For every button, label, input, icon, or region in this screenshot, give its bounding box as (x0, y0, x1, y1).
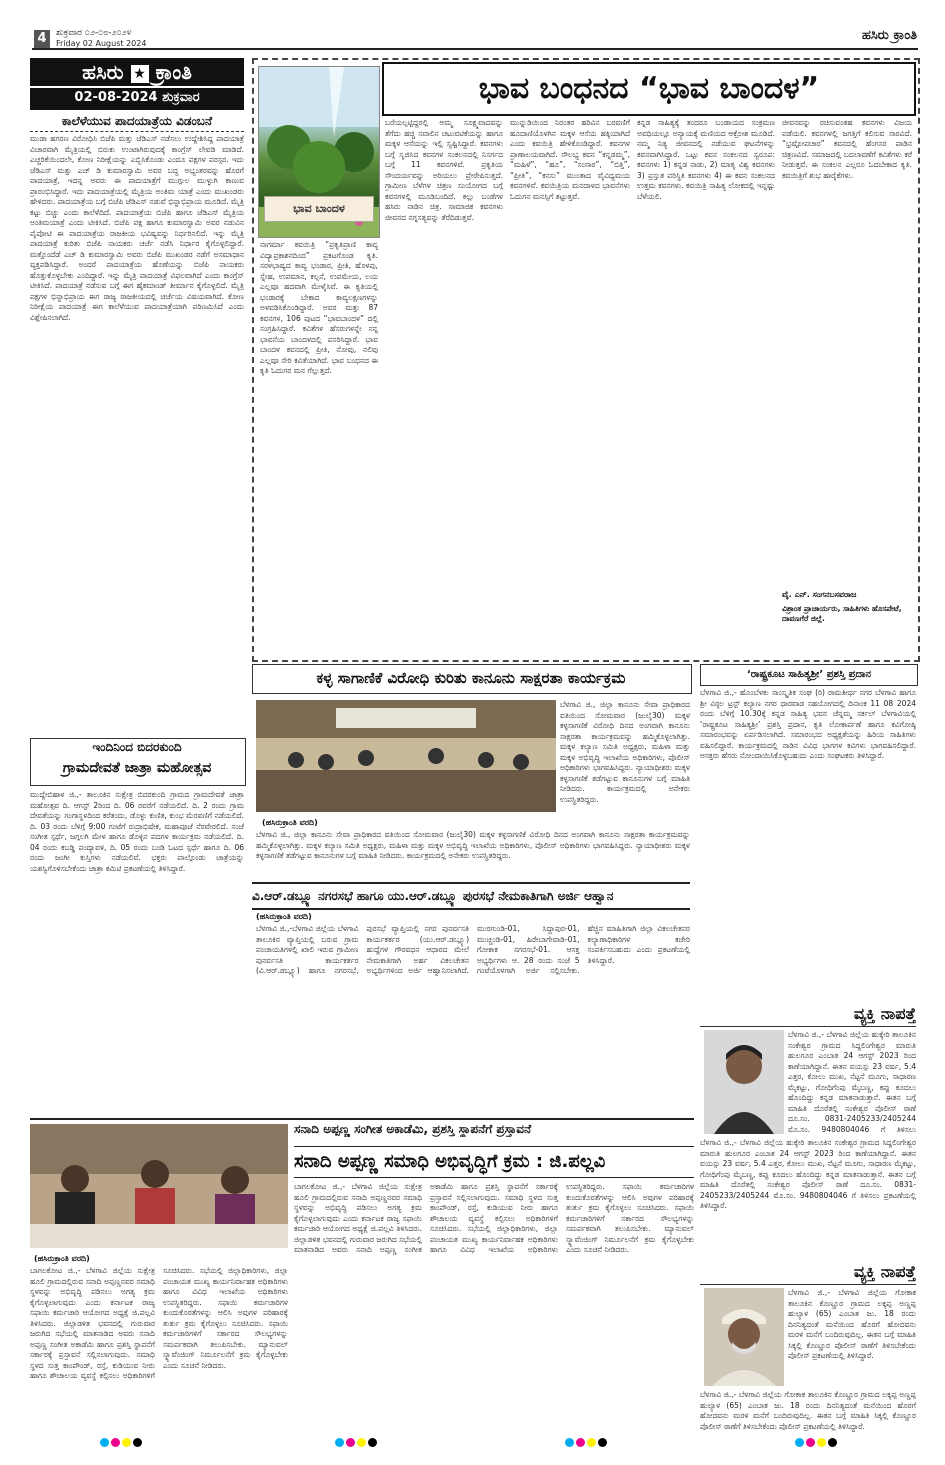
magenta-dot-icon (111, 1438, 120, 1447)
story-vrw-body: ಬೆಳಗಾವಿ ಜಿ.,-ಬೆಳಗಾವಿ ಜಿಲ್ಲೆಯ ಬೆಳಗಾವಿ ತಾಲೂಕಿನ ವ್ಯಾಪ್ತಿಯಲ್ಲಿ ಬರುವ ಗ್ರಾಮ ಪಂಚಾಯತಿಗಳಲ್ಲಿ ಖಾಲಿ ಇರುವ ಗ್ರಾಮೀಣ ಪುನರ್ವಸತಿ ಕಾರ್ಯಕರ್ತರ (ವಿ.ಆರ್.ಡಬ್ಲ್ಯೂ) ಹಾಗೂ ನಗರಸಭೆ, ಪುರಸಭೆ ವ್ಯಾಪ್ತಿಯಲ್ಲಿ ನಗರ ಪುನರ್ವಸತಿ ಕಾರ್ಯಕರ್ತರ (ಯು.ಆರ್.ಡಬ್ಲ್ಯೂ) ಹುದ್ದೆಗಳ ಗೌರವಧನ ಆಧಾರದ ಮೇಲೆ ನೇಮಕಾತಿಗಾಗಿ ಅರ್ಹ ವಿಕಲಚೇತನ ಅಭ್ಯರ್ಥಿಗಳಿಂದ ಅರ್ಜಿ ಆಹ್ವಾನಿಸಲಾಗಿದೆ. ಮುರಗುಂಡಿ-01, ಸಿದ್ದಾಪುರ-01, ಮುಚ್ಚಂಡಿ-01, ಹಿರೇಬಾಗೇವಾಡಿ-01, ಗೋಕಾಕ ನಗರಸಭೆ-01. ಆಸಕ್ತ ಅಭ್ಯರ್ಥಿಗಳು ಆ. 28 ರಂದು ಸಂಜೆ 5 ಗಂಟೆಯೊಳಗಾಗಿ ಅರ್ಜಿ ಸಲ್ಲಿಸಬೇಕು. ಹೆಚ್ಚಿನ ಮಾಹಿತಿಗಾಗಿ ಜಿಲ್ಲಾ ವಿಕಲಚೇತನರ ಕಲ್ಯಾಣಾಧಿಕಾರಿಗಳ ಕಚೇರಿ ಸಂಪರ್ಕಿಸಬಹುದು ಎಂದು ಪ್ರಕಟಣೆಯಲ್ಲಿ ತಿಳಿಸಿದ್ದಾರೆ. (256, 924, 690, 975)
feature-col-3: ಮುನ್ನುಡಿಯಿಂದ ನಿರಂತರ ಹರಿವಿನ ಬರವಣಿಗೆ ಹೂದಾಣಿಯೊಳಗಿನ ಮಕ್ಕಳ ಆಸೆಯ ಹಕ್ಕಿಯಾಗಿದೆ ಎಂದು ಕವಯಿತ್ರಿ ಹೇಳಿಕೊಂಡಿದ್ದಾರೆ. ಕವನಗಳ ಪ್ರಾಣಾಲಯವಾಗಿದೆ. ಸೌಲಭ್ಯ ಕವನ “ಕನ್ನಡಮ್ಮ”, “ಮಹಿಳೆ”, “ಹೂ”, “ಸಂಸಾರ”, “ಬಿತ್ತಿ”, “ಪ್ರೀತಿ”, “ಕನಸು” ಮುಂತಾದ ವೈವಿಧ್ಯಮಯ ಕವನಗಳಿವೆ. ಕವಯಿತ್ರಿಯ ಮನದಾಳದ ಭಾವನೆಗಳು ಓದುಗನ ಮನಸ್ಸಿಗೆ ತಟ್ಟುತ್ತವೆ. (510, 118, 630, 201)
missing2-headline: ವ್ಯಕ್ತಿ ನಾಪತ್ತೆ (700, 1262, 916, 1285)
event-photo (256, 700, 556, 812)
award-headline: ‘ರಾಷ್ಟ್ರಕೂಟ ಸಾಹಿತ್ಯಶ್ರೀ’ ಪ್ರಶಸ್ತಿ ಪ್ರದಾನ (700, 664, 918, 686)
story-illicit-body: ಬೆಳಗಾವಿ ಜಿ., ಜಿಲ್ಲಾ ಕಾನೂನು ಸೇವಾ ಪ್ರಾಧಿಕಾರದ ವತಿಯಿಂದ ಸೋಮವಾರ (ಜುಲೈ30) ಮಕ್ಕಳ ಕಳ್ಳಸಾಗಣಿಕೆ ವಿರೋಧಿ ದಿನದ ಅಂಗವಾಗಿ ಕಾನೂನು ಸಾಕ್ಷರತಾ ಕಾರ್ಯಕ್ರಮವನ್ನು ಹಮ್ಮಿಕೊಳ್ಳಲಾಗಿತ್ತು. ಮಕ್ಕಳ ಕಲ್ಯಾಣ ಸಮಿತಿ ಅಧ್ಯಕ್ಷರು, ಮಹಿಳಾ ಮತ್ತು ಮಕ್ಕಳ ಅಭಿವೃದ್ಧಿ ಇಲಾಖೆಯ ಅಧಿಕಾರಿಗಳು, ಪೊಲೀಸ್ ಅಧಿಕಾರಿಗಳು ಭಾಗವಹಿಸಿದ್ದರು. ನ್ಯಾಯಾಧೀಶರು ಮಕ್ಕಳ ಕಳ್ಳಸಾಗಣಿಕೆ ತಡೆಗಟ್ಟುವ ಕಾನೂನುಗಳ ಬಗ್ಗೆ ಮಾಹಿತಿ ನೀಡಿದರು. ಕಾರ್ಯಕ್ರಮದಲ್ಲಿ ಅನೇಕರು ಉಪಸ್ಥಿತರಿದ್ದರು. (256, 830, 690, 860)
registration-marks-2 (335, 1432, 379, 1451)
missing2-photo (704, 1288, 784, 1386)
story-fair-body: ಮುದ್ದೇಬಿಹಾಳ ಜಿ.,- ತಾಲೂಕಿನ ಸುಕ್ಷೇತ್ರ ಬಿದರಕುಂದಿ ಗ್ರಾಮದ ಗ್ರಾಮದೇವತೆ ಜಾತ್ರಾ ಮಹೋತ್ಸವ ದಿ. ಆಗಸ್ಟ್ 2ರಿಂದ ದಿ. 06 ರವರೆಗೆ ನಡೆಯಲಿದೆ. ದಿ. 2 ರಂದು ಗ್ರಾಮ ದೇವತೆಯನ್ನು ಗಂಗಾಸ್ಥಳದಿಂದ ಕರೆತಂದು, ಡೊಳ್ಳು ಕುಣಿತ, ಕುಂಭ ಮೆರವಣಿಗೆ ನಡೆಯಲಿದೆ. ದಿ. 03 ರಂದು ಬೆಳಿಗ್ಗೆ 9:00 ಗಂಟೆಗೆ ರುದ್ರಾಭಿಷೇಕ, ಮಹಾಪೂಜೆ ನೆರವೇರಲಿದೆ. ಸಂಜೆ ಸಂಗೀತ ಸ್ಪರ್ಧೆ, ಜಗ್ಗಲಗಿ ಮೇಳ ಹಾಗೂ ಡೊಳ್ಳಿನ ಪದಗಳ ಕಾರ್ಯಕ್ರಮ ನಡೆಯಲಿದೆ. ದಿ. 04 ರಂದು ಕಬಡ್ಡಿ ಪಂದ್ಯಾವಳಿ, ದಿ. 05 ರಂದು ಬಂಡಿ ಓಟದ ಸ್ಪರ್ಧೆ ಹಾಗೂ ದಿ. 06 ರಂದು ಜಂಗೀ ಕುಸ್ತಿಗಳು ನಡೆಯಲಿವೆ. ಭಕ್ತರು ಪಾಲ್ಗೊಂಡು ಜಾತ್ರೆಯನ್ನು ಯಶಸ್ವಿಗೊಳಿಸಬೇಕೆಂದು ಜಾತ್ರಾ ಕಮಿಟಿ ಪ್ರಕಟಣೆಯಲ್ಲಿ ತಿಳಿಸಿದ್ದಾರೆ. (30, 790, 244, 873)
black-dot-icon (133, 1438, 142, 1447)
header-date-english: Friday 02 August 2024 (56, 39, 147, 48)
editorial-body: ಮುಡಾ ಹಗರಣ ವಿರೋಧಿಸಿ ಬಿಜೆಪಿ ಮತ್ತು ಜೆಡಿಎಸ್ ನಡೆಸಲು ಉದ್ದೇಶಿಸಿದ್ದ ಪಾದಯಾತ್ರೆ ವಿಚಾರವಾಗಿ ಮೈತ್ರಿಯಲ್ಲಿ ಬಿರುಕು ಉಂಟಾಗಿರುವುದಕ್ಕೆ ಕಾಂಗ್ರೆಸ್ ಲೇವಡಿ ಮಾಡಿದೆ. ಎಚ್ಚರಿಕೆಯಿಂದಲೇ, ಕೋಣ ನಿರೀಕ್ಷೆಯನ್ನು ಎಬ್ಬಿಸಿಕೊಂಡು ಎಂದೂ ಪಕ್ಷಗಳ ಪರಸ್ಪರ. ಇದು ಜೆಡಿಎಸ್ ಮತ್ತು ಎಚ್ ಡಿ ಕುಮಾರಸ್ವಾಮಿ ಅವರ ಬದ್ಧ ಅಭ್ಯಂತರವನ್ನು ಹೊರಗೆ ಪಾದಯಾತ್ರೆ, ಇದನ್ನ ಅವರು ಈ ಪಾದಯಾತ್ರೆಗೆ ಮುಗ್ಗುಲ ಮುಳ್ಳುಗಿ ಕಾಣುವ ಪ್ರಾರಂಭಿಸಿದ್ದಾರೆ. ಇದು ಪಾದಯಾತ್ರೆಯಲ್ಲಿ ಮೈತ್ರಿಯ ಅಂತಿಮ ಯಾತ್ರೆ ಎಂದು ಮುಖಂಡರು ಹೇಳಿದರು. ಪಾದಯಾತ್ರೆಯ ಬಗ್ಗೆ ಬಿಜೆಪಿ ಜೆಡಿಎಸ್ ನಡುವೆ ಭಿನ್ನಾಭಿಪ್ರಾಯ ಮೂಡಿದೆ. ಮೈತ್ರಿ ಕಟ್ಟು ಬಿಚ್ಚು ಎಂದು ಕಾಲೆಳೆದಿದೆ. ಪಾದಯಾತ್ರೆಯ ಬಿಜೆಪಿ ಹಾಗೂ ಜೆಡಿಎಸ್ ಮೈತ್ರಿಯ ಅಂತಿಮಯಾತ್ರೆ ಎಂದು ಟೀಕಿಸಿದೆ. ಬಿಜೆಪಿ ಪಕ್ಷ ಹಾಗೂ ಕುಮಾರಸ್ವಾಮಿ ಅವರ ನಡುವಿನ ಪೈಪೋಟಿ ಈ ಪಾದಯಾತ್ರೆಯ ರಾಜಕೀಯ ಭವಿಷ್ಯವನ್ನು ನಿರ್ಧರಿಸಲಿದೆ. ಇನ್ನು ಮೈತ್ರಿ ಪಾದಯಾತ್ರೆ ಕುರಿತು ಬಿಜೆಪಿ ನಾಯಕರು ಚರ್ಚೆ ನಡೆಸಿ ನಿರ್ಧಾರ ಕೈಗೊಳ್ಳಲಿದ್ದಾರೆ. ಮತ್ತೊಂದೆಡೆ ಎಚ್ ಡಿ ಕುಮಾರಸ್ವಾಮಿ ಅವರು ಬಿಜೆಪಿ ಮುಖಂಡರ ನಡೆಗೆ ಅಸಮಾಧಾನ ವ್ಯಕ್ತಪಡಿಸಿದ್ದಾರೆ. ಅಂದರೆ ಪಾದಯಾತ್ರೆಯ ಹೊಣೆಯನ್ನು ಬಿಜೆಪಿ ನಾಯಕರು ಹೊತ್ತುಕೊಳ್ಳಬೇಕು ಎಂದಿದ್ದಾರೆ. ಇನ್ನು ಮೈತ್ರಿ ಪಾದಯಾತ್ರೆ ವಿಫಲವಾಗಿದೆ ಎಂದು ಕಾಂಗ್ರೆಸ್ ಟೀಕಿಸಿದೆ. ಪಾದಯಾತ್ರೆ ನಡೆಸುವ ಬಗ್ಗೆ ಈಗ ಹೈಕಮಾಂಡ್ ತೀರ್ಮಾನ ಕೈಗೊಳ್ಳಲಿದೆ. ಮೈತ್ರಿ ಪಕ್ಷಗಳ ಭಿನ್ನಾಭಿಪ್ರಾಯ ಈಗ ರಾಜ್ಯ ರಾಜಕೀಯದಲ್ಲಿ ಚರ್ಚೆಯ ವಿಷಯವಾಗಿದೆ. ಕೋಣ ನಿರೀಕ್ಷೆಯ ಪಾದಯಾತ್ರೆ ಈಗ ಕಾಲೆಳೆಯುವ ಪಾದಯಾತ್ರೆಯಾಗಿ ಪರಿಣಮಿಸಿದೆ ಎಂದು ವಿಶ್ಲೇಷಿಸಲಾಗಿದೆ. (30, 134, 244, 322)
elderly-person-photo (704, 1288, 784, 1386)
story-vrw-headline: ವಿ.ಆರ್.ಡಬ್ಲ್ಯೂ ನಗರಸಭೆ ಹಾಗೂ ಯು.ಆರ್.ಡಬ್ಲ್ಯೂ ಪುರಸಭೆ ನೇಮಕಾತಿಗಾಗಿ ಅರ್ಜಿ ಆಹ್ವಾನ (252, 882, 690, 910)
feature-col-5: ಜೀವನವನ್ನು ರಚಿಸುವಂತಹ ಕವನಗಳು ವಿಜಯ ಪಡೆಯಲಿ. ಕವನಗಳಲ್ಲಿ ಜಗತ್ತಿಗೆ ಕಲಿಸುವ ಸಾರವಿದೆ. “ಭ್ರಷ್ಟೋಪಚಾರ” ಕವನದಲ್ಲಿ ಹೆಂಗಸರ ಪಾಡಿನ ಚಿತ್ರಣವಿದೆ. ಸಮಾಜದಲ್ಲಿ ಬದಲಾವಣೆಗೆ ಕವಿತೆಗಳು ಕರೆ ನೀಡುತ್ತವೆ. ಈ ಸಂಕಲನ ಎಲ್ಲರೂ ಓದಬೇಕಾದ ಕೃತಿ. ಕವಯಿತ್ರಿಗೆ ಶುಭ ಹಾರೈಕೆಗಳು. (782, 118, 912, 180)
story-sanadi-byline: (ಹಸಿರುಕ್ರಾಂತಿ ವರದಿ) (34, 1254, 90, 1263)
cyan-dot-icon (100, 1438, 109, 1447)
story-vrw-byline: (ಹಸಿರುಕ್ರಾಂತಿ ವರದಿ) (256, 912, 312, 921)
feature-author-title: ವಿಶ್ರಾಂತ ಪ್ರಾಚಾರ್ಯರು, ಸಾಹಿತಿಗಳು ಹೊಸಪೇಟೆ, ದಾವಣಗೆರೆ ಜಿಲ್ಲೆ. (782, 604, 902, 623)
feature-col-1: ನಾಗರ್ಮಾ ಕವಯಿತ್ರಿ “ಪ್ರಕೃತಿಪ್ರಾಣಿ ಕಾವ್ಯ ವಿದ್ಯಾಪ್ರಕಾಶನದಿಂದ” ಪ್ರಕಟಗೊಂಡ ಕೃತಿ. ಸರಳಭಾಷ್ಯದ ಕಾವ್ಯ ಭಂಡಾರ, ಪ್ರೀತಿ, ಹೊಳಪು, ಸ್ನೇಹ, ಉಪಮಾನ, ಕಲ್ಪನೆ, ಉಪಮೇಯ, ಲಯ ಎಲ್ಲವೂ ಹದವಾಗಿ ಮೇಳೈಸಿವೆ. ಈ ಕೃತಿಯಲ್ಲಿ ಭಂಡಾರಕ್ಕೆ ಬೇಕಾದ ಕಾವ್ಯಲಕ್ಷಣಗಳನ್ನು ಅಳವಡಿಸಿಕೊಂಡಿದ್ದಾರೆ. ಅವರ ಮತ್ತು 87 ಕವನಗಳ, 106 ಪುಟದ “ಭಾವಬಾಂದಳ” ದಲ್ಲಿ ಸಂಗ್ರಹಿಸಿದ್ದಾರೆ. ಕವಿತೆಗಳ ಹೆಸರುಗಳನ್ನೇ ನನ್ನ ಭಾವನೆಯ ಬಾಂದಳದಲ್ಲಿ ಪಸರಿಸಿದ್ದಾರೆ. ಭಾವ ಬಾಂದಳ ಕವನದಲ್ಲಿ ಪ್ರೀತಿ, ನೋವು, ನಲಿವು ಎಲ್ಲವೂ ಸೇರಿ ಕವಿತೆಯಾಗಿದೆ. ಭಾವ ಬಂಧನದ ಈ ಕೃತಿ ಓದುಗರ ಮನ ಗೆಲ್ಲುತ್ತದೆ. (260, 240, 378, 375)
editorial-title: ಕಾಲೆಳೆಯುವ ಪಾದಯಾತ್ರೆಯ ವಿಡಂಬನೆ (30, 114, 244, 132)
story-illicit-photo (256, 700, 556, 812)
feature-col-2: ಬರೆಯಲ್ಪಟ್ಟಿದ್ದರಲ್ಲಿ ಅಮ್ಮ ಸೂಕ್ಷ್ಮವಾದವನ್ನು ತೆಗೆದು ಹಚ್ಚಿ ಸವಾಲಿನ ಚಟುವಟಿಕೆಯನ್ನು ಹಾಗೂ ಮಕ್ಕಳ ಆಸೆಯನ್ನು ಇಲ್ಲಿ ಸೃಷ್ಟಿಸಿದ್ದಾರೆ. ಕವನಗಳು ಬಗ್ಗೆ ಸೃಜಿಸಿದ ಕವನಗಳ ಸಂಕಲನದಲ್ಲಿ ನಿಸರ್ಗದ ಬಗ್ಗೆ 11 ಕವನಗಳಿವೆ. ಪ್ರಕೃತಿಯ ಸೌಂದರ್ಯವನ್ನು ಅರಿಯಲು ಪ್ರೇರೇಪಿಸುತ್ತದೆ. ಗ್ರಾಮೀಣ ಬೆಳೆಗಳ ಚಿತ್ರಣ ಸಂಯೋಗದ ಬಗ್ಗೆ ಕವನಗಳಲ್ಲಿ ಮೂಡಿಬಂದಿದೆ. ಕಲ್ಲು ಬಂಡೆಗಳ ಹಸಿರು ನಾಡಿನ ಚಿತ್ರ. ಸಾಮಾಜಿಕ ಕವನಗಳು ಜೀವನದ ನಗ್ನಸತ್ಯವನ್ನು ತೆರೆದಿಡುತ್ತವೆ. (385, 118, 503, 222)
missing1-body-right: ಬೆಳಗಾವಿ ಜಿ.,- ಬೆಳಗಾವಿ ಜಿಲ್ಲೆಯ ಹುಕ್ಕೇರಿ ತಾಲೂಕಿನ ಸಂಕೇಶ್ವರ ಗ್ರಾಮದ ಸಿದ್ದಲಿಂಗೇಶ್ವರ ಮಾರುತಿ ಹುಲಗೂರ ಎಂಬಾತ 24 ಆಗಸ್ಟ್ 2023 ರಿಂದ ಕಾಣೆಯಾಗಿದ್ದಾನೆ. ಈತನ ವಯಸ್ಸು 23 ವರ್ಷ, 5.4 ಎತ್ತರ, ಕೋಲು ಮುಖ, ನೆಟ್ಟನೆ ಮೂಗು, ಸಾಧಾರಣ ಮೈಕಟ್ಟು, ಗೋಧಿಗೆಂಪು ಮೈಬಣ್ಣ, ಕಪ್ಪು ಕೂದಲು ಹೊಂದಿದ್ದು ಕನ್ನಡ ಮಾತನಾಡುತ್ತಾನೆ. ಈತನ ಬಗ್ಗೆ ಮಾಹಿತಿ ದೊರೆತಲ್ಲಿ ಸಂಕೇಶ್ವರ ಪೊಲೀಸ್ ಠಾಣೆ ದೂ.ಸಂ. 0831-2405233/2405244 ಮೊ.ಸಂ. 9480804046 ಗೆ ತಿಳಿಸಲು (788, 1030, 916, 1134)
masthead (30, 58, 244, 110)
yellow-dot-icon (122, 1438, 131, 1447)
meeting-photo (30, 1124, 288, 1248)
story-sanadi-headline: ಸನಾದಿ ಅಪ್ಪಣ್ಣ ಸಮಾಧಿ ಅಭಿವೃದ್ಧಿಗೆ ಕ್ರಮ : ಜಿ.ಪಲ್ಲವಿ (294, 1146, 694, 1178)
logo-icon: ★ (131, 65, 149, 83)
registration-marks-1 (100, 1432, 144, 1451)
registration-marks-4 (795, 1432, 839, 1451)
header-date-kannada: ಶುಕ್ರವಾರ ೦೨-೦೮-೨೦೨೪ (56, 28, 132, 38)
registration-marks-3 (565, 1432, 609, 1451)
section-divider (30, 1118, 694, 1120)
story-sanadi-body: ಬಾಗಲಕೋಟ ಜಿ.,- ಬೆಳಗಾವಿ ಜಿಲ್ಲೆಯ ಸುಕ್ಷೇತ್ರ ಹೂಲಿ ಗ್ರಾಮದಲ್ಲಿರುವ ಸನಾದಿ ಅಪ್ಪಣ್ಣನವರ ಸಮಾಧಿ ಸ್ಥಳವನ್ನು ಅಭಿವೃದ್ಧಿ ಪಡಿಸಲು ಅಗತ್ಯ ಕ್ರಮ ಕೈಗೊಳ್ಳಲಾಗುವುದು ಎಂದು ಕರ್ನಾಟಕ ರಾಜ್ಯ ಸಫಾಯಿ ಕರ್ಮಚಾರಿ ಆಯೋಗದ ಅಧ್ಯಕ್ಷೆ ಜಿ.ಪಲ್ಲವಿ ತಿಳಿಸಿದರು. ಜಿಲ್ಲಾಡಳಿತ ಭವನದಲ್ಲಿ ಗುರುವಾರ ಜರುಗಿದ ಸಭೆಯಲ್ಲಿ ಮಾತನಾಡಿದ ಅವರು ಸನಾದಿ ಅಪ್ಪಣ್ಣ ಸಂಗೀತ ಅಕಾಡೆಮಿ ಹಾಗೂ ಪ್ರಶಸ್ತಿ ಸ್ಥಾಪನೆಗೆ ಸರ್ಕಾರಕ್ಕೆ ಪ್ರಸ್ತಾವನೆ ಸಲ್ಲಿಸಲಾಗುವುದು. ಸಮಾಧಿ ಸ್ಥಳದ ಸುತ್ತ ಕಾಂಪೌಂಡ್, ರಸ್ತೆ, ಕುಡಿಯುವ ನೀರು ಹಾಗೂ ಶೌಚಾಲಯ ವ್ಯವಸ್ಥೆ ಕಲ್ಪಿಸಲು ಅಧಿಕಾರಿಗಳಿಗೆ ಸೂಚಿಸಿದರು. ಸಭೆಯಲ್ಲಿ ಜಿಲ್ಲಾಧಿಕಾರಿಗಳು, ಜಿಲ್ಲಾ ಪಂಚಾಯತ ಮುಖ್ಯ ಕಾರ್ಯನಿರ್ವಾಹಕ ಅಧಿಕಾರಿಗಳು ಹಾಗೂ ವಿವಿಧ ಇಲಾಖೆಯ ಅಧಿಕಾರಿಗಳು ಉಪಸ್ಥಿತರಿದ್ದರು. ಸಫಾಯಿ ಕರ್ಮಚಾರಿಗಳ ಕುಂದುಕೊರತೆಗಳನ್ನು ಆಲಿಸಿ ಅವುಗಳ ಪರಿಹಾರಕ್ಕೆ ತುರ್ತು ಕ್ರಮ ಕೈಗೊಳ್ಳಲು ಸೂಚಿಸಿದರು. ಸಫಾಯಿ ಕರ್ಮಚಾರಿಗಳಿಗೆ ಸರ್ಕಾರದ ಸೌಲಭ್ಯಗಳನ್ನು ಸಮರ್ಪಕವಾಗಿ ತಲುಪಿಸಬೇಕು. ಮ್ಯಾನುವಲ್ ಸ್ಕ್ಯಾವೆಂಜಿಂಗ್ ನಿರ್ಮೂಲನೆಗೆ ಕ್ರಮ ಕೈಗೊಳ್ಳಬೇಕು ಎಂದು ಸೂಚನೆ ನೀಡಿದರು. (30, 1266, 288, 1380)
story-sanadi-kicker: ಸನಾದಿ ಅಪ್ಪಣ್ಣ ಸಂಗೀತ ಅಕಾಡೆಮಿ, ಪ್ರಶಸ್ತಿ ಸ್ಥಾಪನೆಗೆ ಪ್ರಸ್ತಾವನೆ (294, 1122, 532, 1136)
story-illicit-byline: (ಹಸಿರುಕ್ರಾಂತಿ ವರದಿ) (262, 818, 318, 827)
masthead-name-left: ಹಸಿರು (82, 60, 124, 84)
page-header (32, 28, 918, 50)
feature-col-4: ಕನ್ನಡ ಸಾಹಿತ್ಯಕ್ಕೆ ತಂದರೂ ಬಂಡಾಯದ ಸಂಕ್ರಮಣ ಅವಧಿಯಲ್ಲೂ ಅನ್ಯಾಯಕ್ಕೆ ಮಣಿಯದ ಆಕ್ರೋಶ ಮೂಡಿದೆ. ನಮ್ಮ ನಿತ್ಯ ಜೀವನದಲ್ಲಿ ನಡೆಯುವ ಘಟನೆಗಳನ್ನು ಕವನವಾಗಿಸಿದ್ದಾರೆ. ಒಟ್ಟು ಕವನ ಸಂಕಲನದ ಸ್ವರೂಪ: ಕವನಗಳು 1) ಕನ್ನಡ ನಾಡು, 2) ಮಾತೃ ವಿಶ್ವ ಕವನಗಳು 3) ಪ್ರಸ್ತುತ ಪರಿಸ್ಥಿತಿ ಕವನಗಳು 4) ಈ ಕವನ ಸಂಕಲನದ ಉತ್ತಮ ಕವನಗಳು. ಕವಯಿತ್ರಿ ಸಾಹಿತ್ಯ ಲೋಕದಲ್ಲಿ ಇನ್ನಷ್ಟು ಬೆಳೆಯಲಿ. (637, 118, 775, 201)
masthead-date: 02-08-2024 ಶುಕ್ರವಾರ (30, 86, 244, 108)
masthead-name-right: ಕ್ರಾಂತಿ (155, 60, 192, 84)
story-sanadi-photo (30, 1124, 288, 1248)
missing2-body: ಬೆಳಗಾವಿ ಜಿ.,- ಬೆಳಗಾವಿ ಜಿಲ್ಲೆಯ ಗೋಕಾಕ ತಾಲೂಕಿನ ಕೊಣ್ಣೂರ ಗ್ರಾಮದ ಲಕ್ಕಪ್ಪ ಅಣ್ಣಪ್ಪ ಹುಲ್ಯಾಳ (65) ಎಂಬಾತ ಜು. 18 ರಂದು ದಿನನಿತ್ಯದಂತೆ ಮನೆಯಿಂದ ಹೊರಗೆ ಹೋದವನು ಮರಳಿ ಮನೆಗೆ ಬಂದಿರುವುದಿಲ್ಲ. ಈತನ ಬಗ್ಗೆ ಮಾಹಿತಿ ಸಿಕ್ಕಲ್ಲಿ ಕೊಣ್ಣೂರ ಪೊಲೀಸ್ ಠಾಣೆಗೆ ತಿಳಿಸಬೇಕೆಂದು ಪೊಲೀಸ್ ಪ್ರಕಟಣೆಯಲ್ಲಿ ತಿಳಿಸಿದ್ದಾರೆ. (700, 1390, 916, 1431)
missing1-photo (704, 1030, 784, 1134)
story-illicit-body-right: ಬೆಳಗಾವಿ ಜಿ., ಜಿಲ್ಲಾ ಕಾನೂನು ಸೇವಾ ಪ್ರಾಧಿಕಾರದ ವತಿಯಿಂದ ಸೋಮವಾರ (ಜುಲೈ30) ಮಕ್ಕಳ ಕಳ್ಳಸಾಗಣಿಕೆ ವಿರೋಧಿ ದಿನದ ಅಂಗವಾಗಿ ಕಾನೂನು ಸಾಕ್ಷರತಾ ಕಾರ್ಯಕ್ರಮವನ್ನು ಹಮ್ಮಿಕೊಳ್ಳಲಾಗಿತ್ತು. ಮಕ್ಕಳ ಕಲ್ಯಾಣ ಸಮಿತಿ ಅಧ್ಯಕ್ಷರು, ಮಹಿಳಾ ಮತ್ತು ಮಕ್ಕಳ ಅಭಿವೃದ್ಧಿ ಇಲಾಖೆಯ ಅಧಿಕಾರಿಗಳು, ಪೊಲೀಸ್ ಅಧಿಕಾರಿಗಳು ಭಾಗವಹಿಸಿದ್ದರು. ನ್ಯಾಯಾಧೀಶರು ಮಕ್ಕಳ ಕಳ್ಳಸಾಗಣಿಕೆ ತಡೆಗಟ್ಟುವ ಕಾನೂನುಗಳ ಬಗ್ಗೆ ಮಾಹಿತಿ ನೀಡಿದರು. ಕಾರ್ಯಕ್ರಮದಲ್ಲಿ ಅನೇಕರು ಉಪಸ್ಥಿತರಿದ್ದರು. (560, 700, 690, 804)
story-illicit-headline: ಕಳ್ಳ ಸಾಗಾಣಿಕೆ ವಿರೋಧಿ ಕುರಿತು ಕಾನೂನು ಸಾಕ್ಷರತಾ ಕಾರ್ಯಕ್ರಮ (316, 669, 626, 687)
story-fair-headline-2: ಗ್ರಾಮದೇವತೆ ಜಾತ್ರಾ ಮಹೋತ್ಸವ (62, 760, 212, 776)
person-photo (704, 1030, 784, 1134)
story-fair-headline-1: ಇಂದಿನಿಂದ ಬಿದರಕುಂದಿ (92, 740, 182, 754)
award-body: ಬೆಳಗಾವಿ ಜಿ.,- ಹೊಂಬೆಳಕು ಸಾಂಸ್ಕೃತಿಕ ಸಂಘ (ರಿ) ರಾಮತೀರ್ಥ ನಗರ ಬೆಳಗಾವಿ ಹಾಗೂ ಶ್ರೀ ವಿಠ್ಠಲ ಟ್ರಸ್ಟ್ ಕಲ್ಯಾಣ ನಗರ ಧಾರವಾಡ ಸಹಯೋಗದಲ್ಲಿ ದಿನಾಂಕ 11 08 2024 ರಂದು ಬೆಳಿಗ್ಗೆ 10.30ಕ್ಕೆ ಕನ್ನಡ ಸಾಹಿತ್ಯ ಭವನ ಚೆನ್ನಮ್ಮ ಸರ್ಕಲ್ ಬೆಳಗಾವಿಯಲ್ಲಿ ‘ರಾಷ್ಟ್ರಕೂಟ ಸಾಹಿತ್ಯಶ್ರೀ’ ಪ್ರಶಸ್ತಿ ಪ್ರದಾನ, ಕೃತಿ ಲೋಕಾರ್ಪಣೆ ಹಾಗೂ ಕವಿಗೋಷ್ಠಿ ಸಮಾರಂಭವನ್ನು ಏರ್ಪಡಿಸಲಾಗಿದೆ. ಸಮಾರಂಭದ ಅಧ್ಯಕ್ಷತೆಯನ್ನು ಹಿರಿಯ ಸಾಹಿತಿಗಳು ವಹಿಸಲಿದ್ದಾರೆ. ಕಾರ್ಯಕ್ರಮದಲ್ಲಿ ನಾಡಿನ ವಿವಿಧ ಭಾಗಗಳ ಕವಿಗಳು ಭಾಗವಹಿಸಲಿದ್ದಾರೆ. ಆಸಕ್ತರು ಹೆಸರು ನೋಂದಾಯಿಸಿಕೊಳ್ಳಬಹುದು ಎಂದು ಸಂಘಟಕರು ತಿಳಿಸಿದ್ದಾರೆ. (700, 688, 916, 760)
missing1-headline: ವ್ಯಕ್ತಿ ನಾಪತ್ತೆ (700, 1004, 916, 1027)
header-paper-name: ಹಸಿರು ಕ್ರಾಂತಿ (861, 28, 917, 43)
story-sanadi-body-right: ಬಾಗಲಕೋಟ ಜಿ.,- ಬೆಳಗಾವಿ ಜಿಲ್ಲೆಯ ಸುಕ್ಷೇತ್ರ ಹೂಲಿ ಗ್ರಾಮದಲ್ಲಿರುವ ಸನಾದಿ ಅಪ್ಪಣ್ಣನವರ ಸಮಾಧಿ ಸ್ಥಳವನ್ನು ಅಭಿವೃದ್ಧಿ ಪಡಿಸಲು ಅಗತ್ಯ ಕ್ರಮ ಕೈಗೊಳ್ಳಲಾಗುವುದು ಎಂದು ಕರ್ನಾಟಕ ರಾಜ್ಯ ಸಫಾಯಿ ಕರ್ಮಚಾರಿ ಆಯೋಗದ ಅಧ್ಯಕ್ಷೆ ಜಿ.ಪಲ್ಲವಿ ತಿಳಿಸಿದರು. ಜಿಲ್ಲಾಡಳಿತ ಭವನದಲ್ಲಿ ಗುರುವಾರ ಜರುಗಿದ ಸಭೆಯಲ್ಲಿ ಮಾತನಾಡಿದ ಅವರು ಸನಾದಿ ಅಪ್ಪಣ್ಣ ಸಂಗೀತ ಅಕಾಡೆಮಿ ಹಾಗೂ ಪ್ರಶಸ್ತಿ ಸ್ಥಾಪನೆಗೆ ಸರ್ಕಾರಕ್ಕೆ ಪ್ರಸ್ತಾವನೆ ಸಲ್ಲಿಸಲಾಗುವುದು. ಸಮಾಧಿ ಸ್ಥಳದ ಸುತ್ತ ಕಾಂಪೌಂಡ್, ರಸ್ತೆ, ಕುಡಿಯುವ ನೀರು ಹಾಗೂ ಶೌಚಾಲಯ ವ್ಯವಸ್ಥೆ ಕಲ್ಪಿಸಲು ಅಧಿಕಾರಿಗಳಿಗೆ ಸೂಚಿಸಿದರು. ಸಭೆಯಲ್ಲಿ ಜಿಲ್ಲಾಧಿಕಾರಿಗಳು, ಜಿಲ್ಲಾ ಪಂಚಾಯತ ಮುಖ್ಯ ಕಾರ್ಯನಿರ್ವಾಹಕ ಅಧಿಕಾರಿಗಳು ಹಾಗೂ ವಿವಿಧ ಇಲಾಖೆಯ ಅಧಿಕಾರಿಗಳು ಉಪಸ್ಥಿತರಿದ್ದರು. ಸಫಾಯಿ ಕರ್ಮಚಾರಿಗಳ ಕುಂದುಕೊರತೆಗಳನ್ನು ಆಲಿಸಿ ಅವುಗಳ ಪರಿಹಾರಕ್ಕೆ ತುರ್ತು ಕ್ರಮ ಕೈಗೊಳ್ಳಲು ಸೂಚಿಸಿದರು. ಸಫಾಯಿ ಕರ್ಮಚಾರಿಗಳಿಗೆ ಸರ್ಕಾರದ ಸೌಲಭ್ಯಗಳನ್ನು ಸಮರ್ಪಕವಾಗಿ ತಲುಪಿಸಬೇಕು. ಮ್ಯಾನುವಲ್ ಸ್ಕ್ಯಾವೆಂಜಿಂಗ್ ನಿರ್ಮೂಲನೆಗೆ ಕ್ರಮ ಕೈಗೊಳ್ಳಬೇಕು ಎಂದು ಸೂಚನೆ ನೀಡಿದರು. (294, 1182, 694, 1254)
feature-headline: ಭಾವ ಬಂಧನದ “ಭಾವ ಬಾಂದಳ” (382, 62, 916, 116)
missing1-body: ಬೆಳಗಾವಿ ಜಿ.,- ಬೆಳಗಾವಿ ಜಿಲ್ಲೆಯ ಹುಕ್ಕೇರಿ ತಾಲೂಕಿನ ಸಂಕೇಶ್ವರ ಗ್ರಾಮದ ಸಿದ್ದಲಿಂಗೇಶ್ವರ ಮಾರುತಿ ಹುಲಗೂರ ಎಂಬಾತ 24 ಆಗಸ್ಟ್ 2023 ರಿಂದ ಕಾಣೆಯಾಗಿದ್ದಾನೆ. ಈತನ ವಯಸ್ಸು 23 ವರ್ಷ, 5.4 ಎತ್ತರ, ಕೋಲು ಮುಖ, ನೆಟ್ಟನೆ ಮೂಗು, ಸಾಧಾರಣ ಮೈಕಟ್ಟು, ಗೋಧಿಗೆಂಪು ಮೈಬಣ್ಣ, ಕಪ್ಪು ಕೂದಲು ಹೊಂದಿದ್ದು ಕನ್ನಡ ಮಾತನಾಡುತ್ತಾನೆ. ಈತನ ಬಗ್ಗೆ ಮಾಹಿತಿ ದೊರೆತಲ್ಲಿ ಸಂಕೇಶ್ವರ ಪೊಲೀಸ್ ಠಾಣೆ ದೂ.ಸಂ. 0831-2405233/2405244 ಮೊ.ಸಂ. 9480804046 ಗೆ ತಿಳಿಸಲು ಪ್ರಕಟಣೆಯಲ್ಲಿ ತಿಳಿಸಿದ್ದಾರೆ. (700, 1138, 916, 1210)
feature-author: ವೈ. ಎನ್. ಸಂಗನಬಸವರಾಜ (782, 590, 857, 599)
book-title: ಭಾವ ಬಾಂದಳ (264, 196, 374, 222)
page-number: 4 (34, 30, 50, 48)
missing2-body-right: ಬೆಳಗಾವಿ ಜಿ.,- ಬೆಳಗಾವಿ ಜಿಲ್ಲೆಯ ಗೋಕಾಕ ತಾಲೂಕಿನ ಕೊಣ್ಣೂರ ಗ್ರಾಮದ ಲಕ್ಕಪ್ಪ ಅಣ್ಣಪ್ಪ ಹುಲ್ಯಾಳ (65) ಎಂಬಾತ ಜು. 18 ರಂದು ದಿನನಿತ್ಯದಂತೆ ಮನೆಯಿಂದ ಹೊರಗೆ ಹೋದವನು ಮರಳಿ ಮನೆಗೆ ಬಂದಿರುವುದಿಲ್ಲ. ಈತನ ಬಗ್ಗೆ ಮಾಹಿತಿ ಸಿಕ್ಕಲ್ಲಿ ಕೊಣ್ಣೂರ ಪೊಲೀಸ್ ಠಾಣೆಗೆ ತಿಳಿಸಬೇಕೆಂದು ಪೊಲೀಸ್ ಪ್ರಕಟಣೆಯಲ್ಲಿ ತಿಳಿಸಿದ್ದಾರೆ. (788, 1288, 916, 1360)
